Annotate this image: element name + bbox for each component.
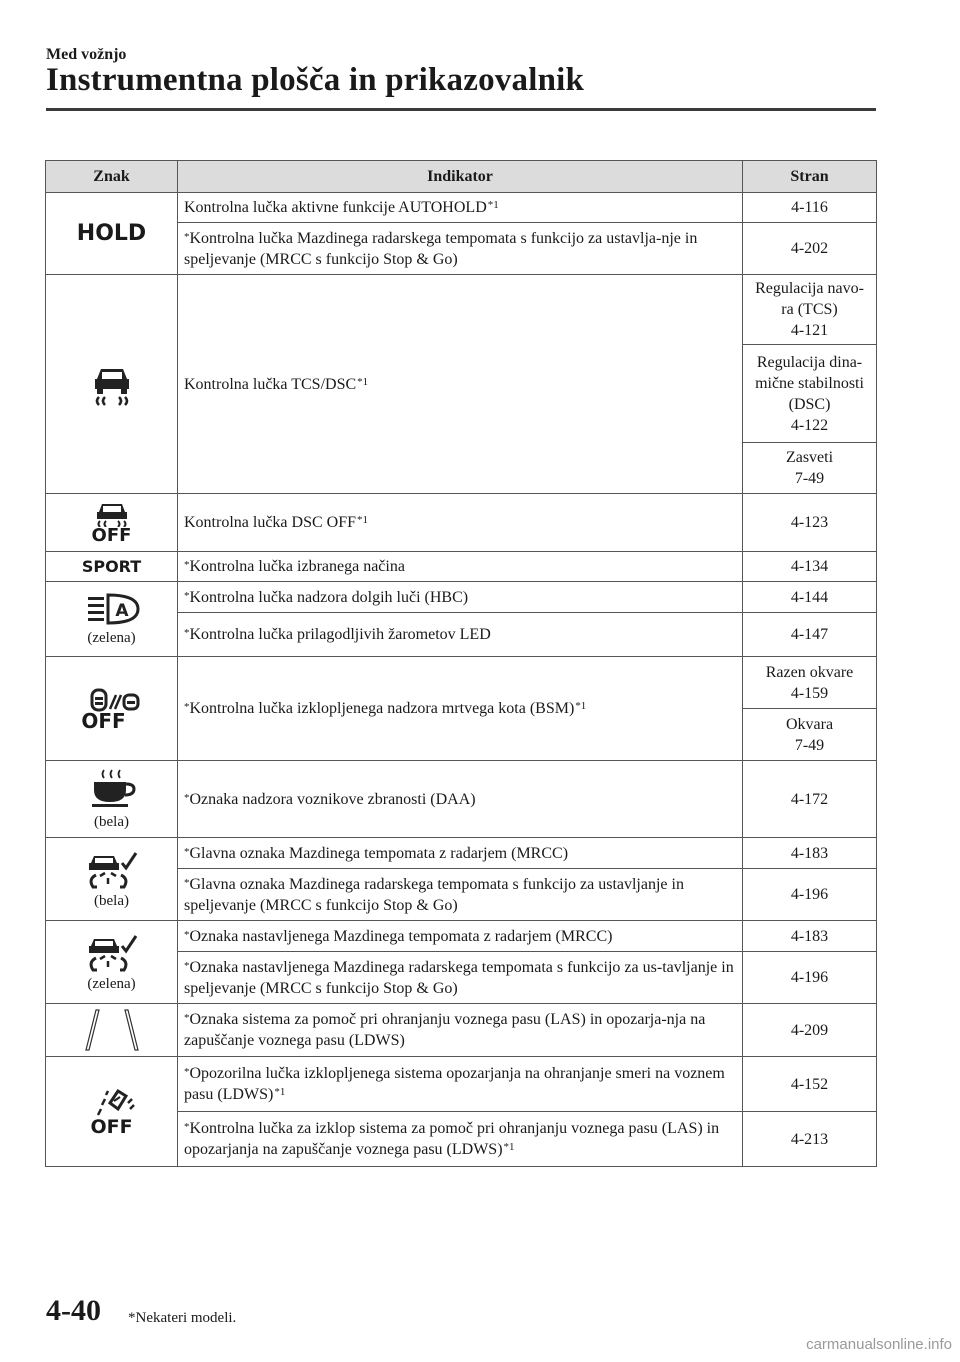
table-row xyxy=(46,275,877,345)
page-title: Instrumentna plošča in prikazovalnik xyxy=(46,62,585,98)
page-cell: 4-196 xyxy=(743,952,877,1004)
indicator-table xyxy=(45,160,877,1167)
footnote-mark: *1 xyxy=(575,700,587,712)
table-row xyxy=(46,552,877,582)
sport-icon xyxy=(46,552,178,582)
indicator-cell xyxy=(178,552,743,582)
indicator-text: Oznaka nadzora voznikove zbranosti (DAA) xyxy=(189,790,476,808)
svg-text:A: A xyxy=(114,600,129,621)
section-label: Med vožnjo xyxy=(46,46,127,63)
table-row xyxy=(46,838,877,869)
indicator-cell xyxy=(178,952,743,1004)
tcs-dsc-icon xyxy=(46,275,178,494)
page-cell: 4-152 xyxy=(743,1057,877,1112)
asterisk: * xyxy=(184,845,190,858)
page-cell: 4-209 xyxy=(743,1004,877,1057)
indicator-text: Kontrolna lučka izklopljenega nadzora mrtvega kota (BSM) xyxy=(189,700,575,717)
page-cell: Regulacija navo- ra (TCS) 4-121 xyxy=(743,275,877,345)
asterisk: * xyxy=(184,559,190,571)
hold-icon-text: HOLD xyxy=(76,221,147,246)
indicator-cell xyxy=(178,1057,743,1112)
indicator-text: Kontrolna lučka DSC OFF xyxy=(184,514,356,531)
footnote-mark: *1 xyxy=(274,1086,286,1098)
indicator-text: Kontrolna lučka TCS/DSC xyxy=(184,375,357,393)
indicator-cell xyxy=(178,657,743,761)
indicator-cell xyxy=(178,921,743,952)
asterisk: * xyxy=(184,876,190,889)
indicator-cell xyxy=(178,761,743,838)
daa-coffee-cup-icon xyxy=(46,761,178,838)
page-cell: Regulacija dina- mične stabilnosti (DSC) 4-122 xyxy=(743,345,877,443)
hbc-icon xyxy=(46,582,178,657)
indicator-text: Kontrolna lučka nadzora dolgih luči (HBC) xyxy=(189,588,469,606)
page-cell: 4-172 xyxy=(743,761,877,838)
indicator-text: Glavna oznaka Mazdinega tempomata z radarjem (MRCC) xyxy=(189,844,569,862)
indicator-cell xyxy=(178,1004,743,1057)
asterisk: * xyxy=(184,959,190,972)
asterisk: * xyxy=(184,230,190,243)
table-row xyxy=(46,193,877,223)
dsc-off-icon-text: OFF xyxy=(91,524,132,546)
page-cell: 4-196 xyxy=(743,869,877,921)
mrcc-set-icon-caption: (zelena) xyxy=(87,975,136,992)
page-cell: Okvara 7-49 xyxy=(743,709,877,761)
footnote-mark: *1 xyxy=(503,1141,515,1153)
indicator-text: Oznaka nastavljenega Mazdinega tempomata z radarjem (MRCC) xyxy=(189,927,613,945)
table-row xyxy=(46,494,877,552)
mrcc-set-icon xyxy=(46,921,178,1004)
hbc-icon-caption: (zelena) xyxy=(87,629,136,646)
indicator-cell xyxy=(178,838,743,869)
bsm-off-icon xyxy=(46,657,178,761)
col-header-stran: Stran xyxy=(743,161,877,193)
indicator-cell xyxy=(178,582,743,613)
watermark: carmanualsonline.info xyxy=(806,1336,952,1353)
table-row xyxy=(46,1057,877,1112)
title-rule xyxy=(46,108,876,111)
indicator-cell xyxy=(178,193,743,223)
asterisk: * xyxy=(184,928,190,941)
table-row xyxy=(46,761,877,838)
table-row xyxy=(46,921,877,952)
asterisk: * xyxy=(184,1012,190,1024)
page-cell: 4-213 xyxy=(743,1112,877,1167)
footnote-mark: *1 xyxy=(357,514,368,526)
table-row xyxy=(46,1004,877,1057)
asterisk: * xyxy=(184,589,190,602)
asterisk: * xyxy=(184,701,190,713)
page-cell: Razen okvare 4-159 xyxy=(743,657,877,709)
indicator-text: Oznaka sistema za pomoč pri ohranjanju voznega pasu (LAS) in opozarja-nja na zapuščanje voznega pasu (LDWS) xyxy=(184,1011,706,1049)
col-header-znak: Znak xyxy=(46,161,178,193)
indicator-cell xyxy=(178,869,743,921)
indicator-text: Opozorilna lučka izklopljenega sistema opozarjanja na ohranjanje smeri na voznem pasu (LDWS) xyxy=(184,1065,725,1103)
mrcc-main-icon-caption: (bela) xyxy=(94,892,129,909)
footnote: *Nekateri modeli. xyxy=(128,1310,237,1326)
dsc-off-icon xyxy=(46,494,178,552)
asterisk: * xyxy=(184,1066,190,1078)
indicator-text: Oznaka nastavljenega Mazdinega radarskega tempomata s funkcijo za us-tavljanje in speljevanje (MRCC s funkcijo Stop & Go) xyxy=(184,958,734,997)
page-number: 4-40 xyxy=(46,1294,101,1327)
sport-icon-text: SPORT xyxy=(81,556,142,576)
indicator-cell xyxy=(178,494,743,552)
table-row xyxy=(46,657,877,709)
indicator-cell xyxy=(178,223,743,275)
page-cell: 4-144 xyxy=(743,582,877,613)
ldws-off-icon xyxy=(46,1057,178,1167)
bsm-off-icon-text: OFF xyxy=(81,708,126,733)
indicator-text: Kontrolna lučka za izklop sistema za pomoč pri ohranjanju voznega pasu (LAS) in opozarjanja na zapuščanje voznega pasu (LDWS) xyxy=(184,1120,720,1158)
page-cell: 4-147 xyxy=(743,613,877,657)
mrcc-main-icon xyxy=(46,838,178,921)
hold-icon xyxy=(46,193,178,275)
indicator-cell xyxy=(178,613,743,657)
page-cell: 4-134 xyxy=(743,552,877,582)
footnote-mark: *1 xyxy=(357,375,369,388)
ldws-off-icon-text: OFF xyxy=(90,1115,133,1138)
page-cell: 4-183 xyxy=(743,921,877,952)
daa-icon-caption: (bela) xyxy=(94,813,129,830)
asterisk: * xyxy=(184,627,190,639)
indicator-text: Kontrolna lučka izbranega načina xyxy=(189,558,405,575)
page-cell: 4-123 xyxy=(743,494,877,552)
table-header-row xyxy=(46,161,877,193)
lane-lines-icon xyxy=(46,1004,178,1057)
indicator-text: Kontrolna lučka prilagodljivih žarometov LED xyxy=(189,626,491,643)
page-cell: 4-202 xyxy=(743,223,877,275)
indicator-cell xyxy=(178,275,743,494)
asterisk: * xyxy=(184,1121,190,1133)
page-cell: 4-116 xyxy=(743,193,877,223)
col-header-indikator: Indikator xyxy=(178,161,743,193)
table-row xyxy=(46,582,877,613)
indicator-text: Kontrolna lučka aktivne funkcije AUTOHOLD xyxy=(184,199,487,216)
asterisk: * xyxy=(184,791,190,804)
indicator-text: Kontrolna lučka Mazdinega radarskega tempomata s funkcijo za ustavlja-nje in speljevanje (MRCC s funkcijo Stop & Go) xyxy=(184,229,698,268)
page-cell: Zasveti 7-49 xyxy=(743,443,877,494)
indicator-text: Glavna oznaka Mazdinega radarskega tempomata s funkcijo za ustavljanje in speljevanje (MRCC s funkcijo Stop & Go) xyxy=(184,875,684,914)
page-cell: 4-183 xyxy=(743,838,877,869)
indicator-cell xyxy=(178,1112,743,1167)
footnote-mark: *1 xyxy=(487,199,499,211)
